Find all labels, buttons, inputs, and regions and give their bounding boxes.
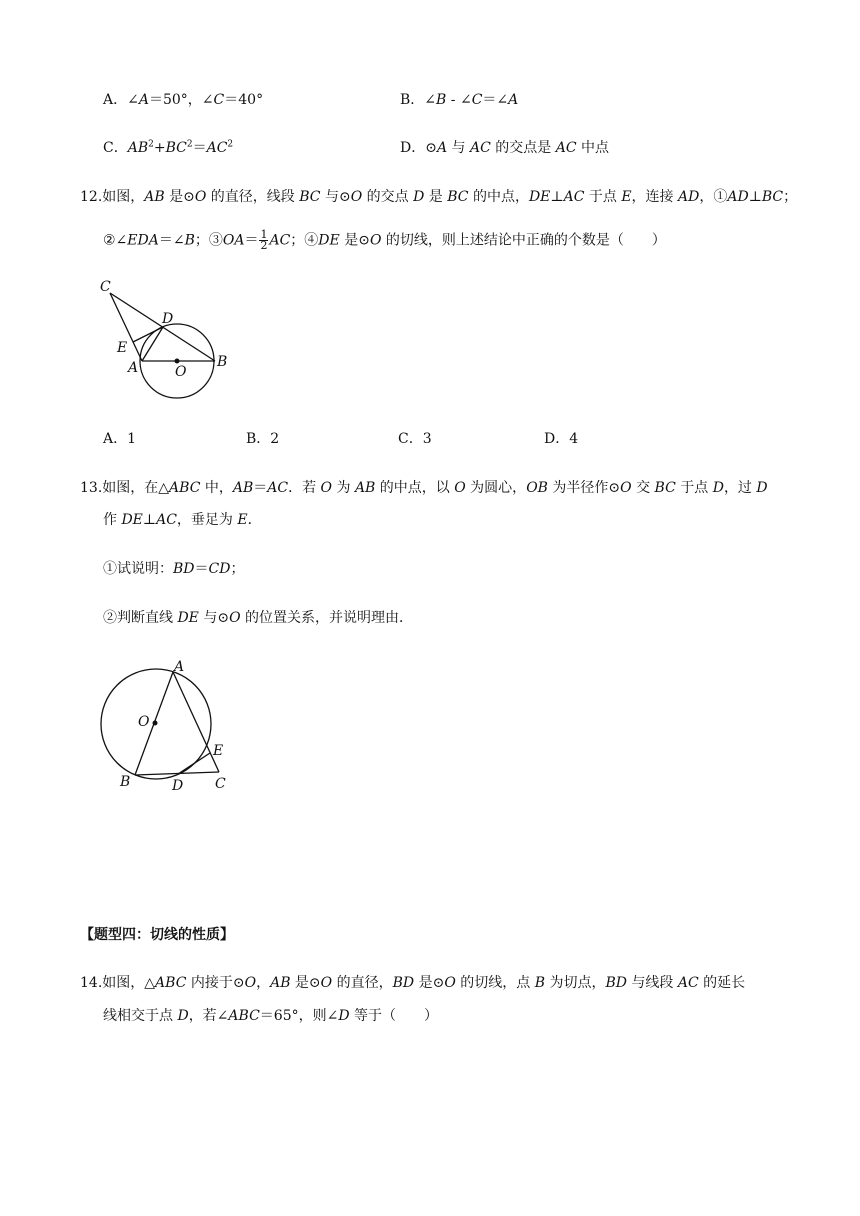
q13-segment-de <box>178 753 210 774</box>
q13-label-d: D <box>172 778 184 794</box>
q11-option-a: A．∠A＝50°，∠C＝40° <box>103 92 264 108</box>
q14-stem-line2: 线相交于点 D，若∠ABC＝65°，则∠D 等于（ ） <box>103 1008 439 1024</box>
q13-label-c: C <box>215 776 226 792</box>
q12-label-c: C <box>100 279 111 295</box>
q13-label-e: E <box>213 743 224 759</box>
q12-label-a: A <box>128 360 139 376</box>
section-title: 【题型四：切线的性质】 <box>80 927 234 943</box>
q12-label-d: D <box>162 311 174 327</box>
q13-figure <box>92 652 242 802</box>
q12-label-e: E <box>117 340 128 356</box>
q13-stem-line1: 13.如图，在△ABC 中，AB＝AC．若 O 为 AB 的中点，以 O 为圆心，OB 为半径作⊙O 交 BC 于点 D，过 D <box>80 480 768 496</box>
q12-option-b: B．2 <box>246 431 280 447</box>
q13-label-a: A <box>174 659 185 675</box>
q12-stem-line1: 12.如图，AB 是⊙O 的直径，线段 BC 与⊙O 的交点 D 是 BC 的中点，DE⊥AC 于点 E，连接 AD，①AD⊥BC； <box>80 189 798 205</box>
q12-stem-line2: ②∠EDA＝∠B；③OA＝ $\frac{1}{2}$ AC；④DE 是⊙O 的切线，则上述结论中正确的个数是（ ） <box>103 228 666 252</box>
q11-option-c: C．$AB^2+BC^2=AC^2$ <box>103 139 234 156</box>
q13-label-o: O <box>138 714 150 730</box>
q13-subquestion-2: ②判断直线 DE 与⊙O 的位置关系，并说明理由． <box>103 610 414 626</box>
q12-option-d: D．4 <box>544 431 579 447</box>
q12-option-c: C．3 <box>398 431 432 447</box>
q12-figure <box>95 272 245 412</box>
q12-label-o: O <box>175 364 187 380</box>
q14-stem-line1: 14.如图，△ABC 内接于⊙O，AB 是⊙O 的直径，BD 是⊙O 的切线，点 B 为切点，BD 与线段 AC 的延长 <box>80 975 746 991</box>
q13-stem-line2: 作 DE⊥AC，垂足为 E． <box>103 512 262 528</box>
q12-center-dot <box>175 359 180 364</box>
q12-label-b: B <box>217 354 228 370</box>
q11-option-d: D．⊙A 与 AC 的交点是 AC 中点 <box>400 140 610 156</box>
q13-label-b: B <box>120 774 131 790</box>
q13-center-dot <box>153 721 158 726</box>
q11-option-b: B．∠B - ∠C＝∠A <box>400 92 519 108</box>
q13-subquestion-1: ①试说明：BD＝CD； <box>103 561 245 577</box>
fraction-one-half: $\frac{1}{2}$ <box>260 228 268 252</box>
q12-option-a: A．1 <box>103 431 137 447</box>
